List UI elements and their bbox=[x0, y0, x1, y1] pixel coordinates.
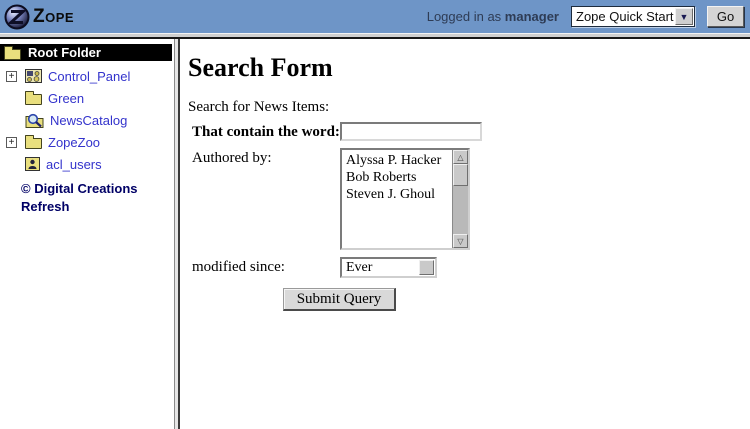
submit-row bbox=[188, 288, 750, 311]
select-dropdown-button[interactable] bbox=[419, 260, 434, 275]
logged-in-status bbox=[427, 9, 559, 24]
quickstart-selected-value: Zope Quick Start bbox=[576, 9, 674, 24]
zope-logo[interactable] bbox=[4, 4, 74, 30]
user-folder-icon bbox=[25, 157, 40, 171]
root-folder-label: Root Folder bbox=[28, 45, 101, 60]
navigation-sidebar bbox=[0, 39, 174, 429]
main-panel bbox=[180, 39, 750, 429]
modified-since-row bbox=[188, 257, 750, 278]
scroll-up-icon[interactable]: △ bbox=[453, 150, 468, 164]
header-bar bbox=[0, 0, 750, 33]
contain-word-input[interactable] bbox=[340, 122, 482, 141]
modified-since-value: Ever bbox=[346, 259, 373, 275]
scrollbar-thumb[interactable] bbox=[453, 164, 468, 186]
digital-creations-link[interactable]: © Digital Creations bbox=[21, 181, 138, 196]
catalog-icon bbox=[25, 113, 44, 128]
folder-icon bbox=[25, 135, 42, 149]
tree-item-acl-users bbox=[0, 153, 174, 175]
zope-wordmark: ZOPE bbox=[33, 5, 75, 27]
authors-list bbox=[342, 150, 452, 248]
contain-word-row bbox=[188, 122, 750, 141]
modified-since-label: modified since: bbox=[192, 259, 285, 275]
go-button[interactable]: Go bbox=[707, 6, 744, 27]
scroll-down-icon[interactable]: ▽ bbox=[453, 234, 468, 248]
author-option[interactable]: Steven J. Ghoul bbox=[346, 187, 436, 202]
tree-item-zopezoo bbox=[0, 131, 174, 153]
root-folder-header[interactable] bbox=[0, 44, 172, 61]
tree-item-green bbox=[0, 87, 174, 109]
authored-by-label: Authored by: bbox=[192, 150, 272, 166]
refresh-link[interactable]: Refresh bbox=[21, 199, 70, 214]
tree-item-newscatalog bbox=[0, 109, 174, 131]
tree-item-control-panel bbox=[0, 65, 174, 87]
quickstart-select[interactable] bbox=[571, 6, 695, 27]
authors-listbox[interactable] bbox=[340, 148, 470, 250]
contain-word-label: That contain the word: bbox=[192, 124, 340, 140]
listbox-scrollbar[interactable] bbox=[452, 150, 468, 248]
folder-tree bbox=[0, 65, 174, 175]
control-panel-icon bbox=[25, 69, 42, 83]
sidebar-item-control-panel[interactable]: Control_Panel bbox=[48, 68, 131, 84]
folder-icon bbox=[25, 91, 42, 105]
content-area bbox=[0, 39, 750, 429]
page-title: Search Form bbox=[188, 53, 333, 82]
author-option[interactable]: Bob Roberts bbox=[346, 170, 417, 185]
sidebar-item-newscatalog[interactable]: NewsCatalog bbox=[50, 112, 128, 128]
search-intro-text: Search for News Items: bbox=[188, 99, 330, 115]
zope-logo-icon bbox=[4, 4, 30, 30]
chevron-down-icon[interactable]: ▼ bbox=[675, 8, 693, 25]
expand-plus-icon[interactable]: + bbox=[6, 137, 17, 148]
sidebar-item-acl-users[interactable]: acl_users bbox=[46, 156, 102, 172]
header-right bbox=[427, 0, 744, 33]
sidebar-item-zopezoo[interactable]: ZopeZoo bbox=[48, 134, 101, 150]
sidebar-item-green[interactable]: Green bbox=[48, 90, 85, 106]
authored-by-row bbox=[188, 148, 750, 250]
folder-icon bbox=[4, 49, 21, 60]
logged-in-username: manager bbox=[504, 9, 559, 24]
logged-in-prefix: Logged in as bbox=[426, 9, 505, 24]
expand-plus-icon[interactable]: + bbox=[6, 71, 17, 82]
modified-since-select[interactable] bbox=[340, 257, 437, 278]
author-option[interactable]: Alyssa P. Hacker bbox=[346, 153, 442, 168]
submit-query-button[interactable]: Submit Query bbox=[283, 288, 396, 311]
